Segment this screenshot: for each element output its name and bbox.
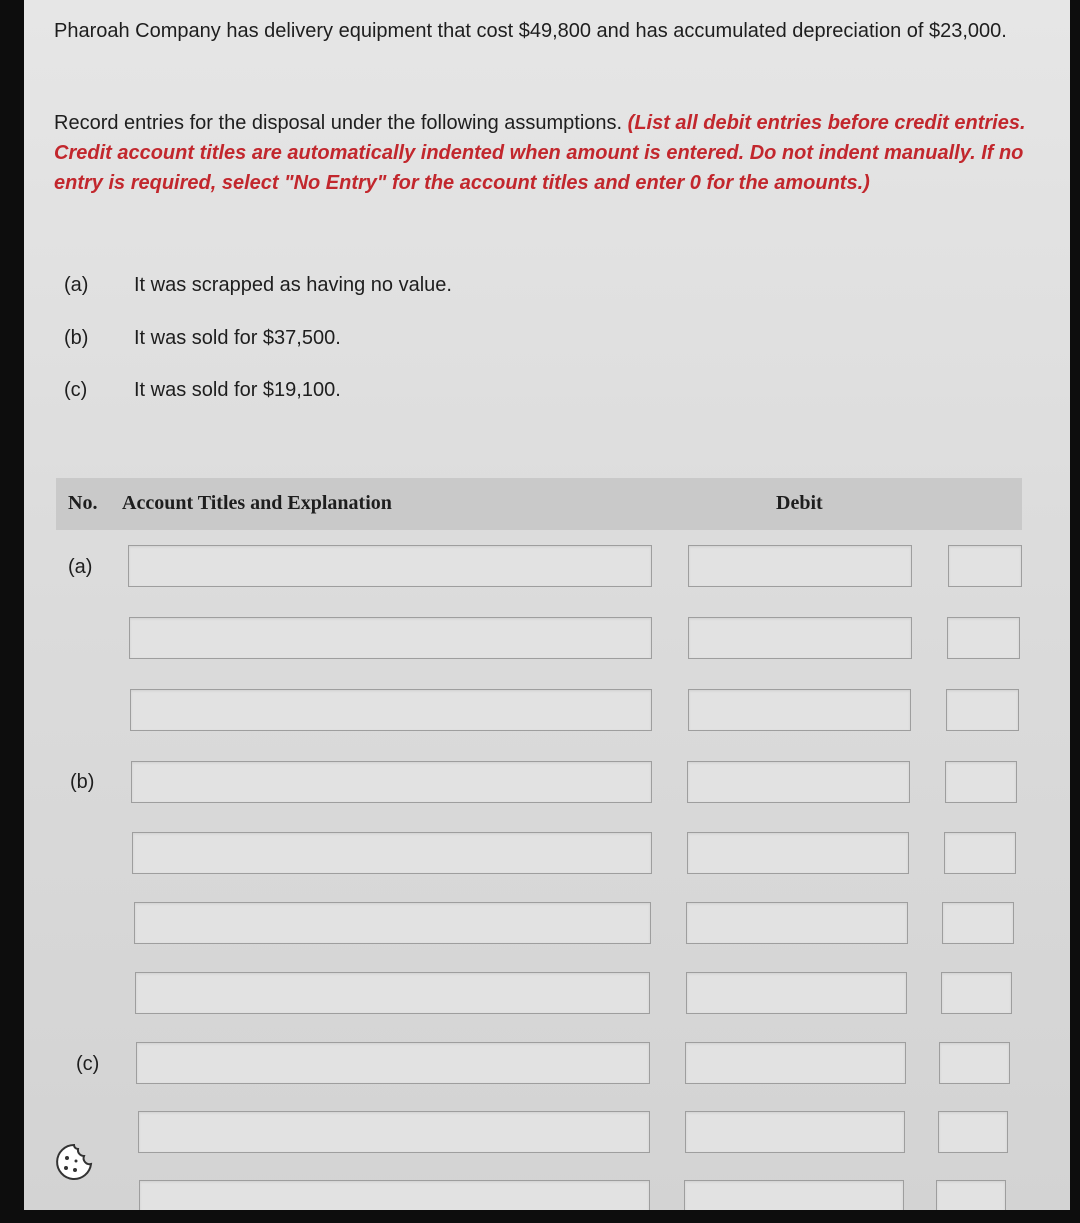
credit-input[interactable] xyxy=(941,972,1012,1014)
credit-input[interactable] xyxy=(947,617,1020,659)
problem-statement: Pharoah Company has delivery equipment that cost $49,800 and has accumulated depreciation of $23,000. xyxy=(54,20,1007,42)
account-title-input[interactable] xyxy=(131,761,652,803)
credit-input[interactable] xyxy=(938,1111,1008,1153)
account-title-input[interactable] xyxy=(132,832,652,874)
assumption-a xyxy=(64,274,452,297)
header-no: No. xyxy=(68,492,98,514)
assumption-c xyxy=(64,379,341,402)
credit-input[interactable] xyxy=(936,1180,1006,1210)
debit-input[interactable] xyxy=(686,972,907,1014)
header-debit: Debit xyxy=(776,492,823,514)
assumption-text: It was sold for $19,100. xyxy=(134,379,341,401)
debit-input[interactable] xyxy=(685,1042,906,1084)
assumption-label: (a) xyxy=(64,274,89,296)
account-title-input[interactable] xyxy=(136,1042,650,1084)
assumption-label: (c) xyxy=(64,379,88,401)
debit-input[interactable] xyxy=(688,545,912,587)
assumption-text: It was sold for $37,500. xyxy=(134,327,341,349)
cookie-icon[interactable] xyxy=(54,1142,94,1182)
credit-input[interactable] xyxy=(945,761,1017,803)
account-title-input[interactable] xyxy=(130,689,652,731)
debit-input[interactable] xyxy=(688,617,912,659)
account-title-input[interactable] xyxy=(128,545,652,587)
debit-input[interactable] xyxy=(685,1111,905,1153)
row-label-c: (c) xyxy=(76,1053,100,1075)
instructions xyxy=(54,108,1044,198)
screen xyxy=(24,0,1070,1210)
debit-input[interactable] xyxy=(686,902,908,944)
debit-input[interactable] xyxy=(687,761,910,803)
credit-input[interactable] xyxy=(942,902,1014,944)
account-title-input[interactable] xyxy=(135,972,650,1014)
debit-input[interactable] xyxy=(684,1180,904,1210)
account-title-input[interactable] xyxy=(138,1111,650,1153)
credit-input[interactable] xyxy=(944,832,1016,874)
account-title-input[interactable] xyxy=(139,1180,650,1210)
credit-input[interactable] xyxy=(939,1042,1010,1084)
instructions-lead: Record entries for the disposal under the following assumptions. xyxy=(54,112,628,134)
debit-input[interactable] xyxy=(688,689,911,731)
account-title-input[interactable] xyxy=(129,617,652,659)
account-title-input[interactable] xyxy=(134,902,651,944)
assumption-b xyxy=(64,327,341,350)
credit-input[interactable] xyxy=(946,689,1019,731)
assumption-label: (b) xyxy=(64,327,89,349)
debit-input[interactable] xyxy=(687,832,909,874)
assumption-text: It was scrapped as having no value. xyxy=(134,274,452,296)
credit-input[interactable] xyxy=(948,545,1022,587)
row-label-b: (b) xyxy=(70,771,95,793)
instructions-note: (List all debit entries before credit entries. Credit account titles are automatically indented when amount is entered. Do not indent manually. If no entry is required, select "No Entry" for the account titles and enter 0 for the amounts.) xyxy=(54,112,1026,194)
journal-table-header xyxy=(56,478,1022,530)
header-account-titles: Account Titles and Explanation xyxy=(122,492,392,514)
row-label-a: (a) xyxy=(68,556,93,578)
